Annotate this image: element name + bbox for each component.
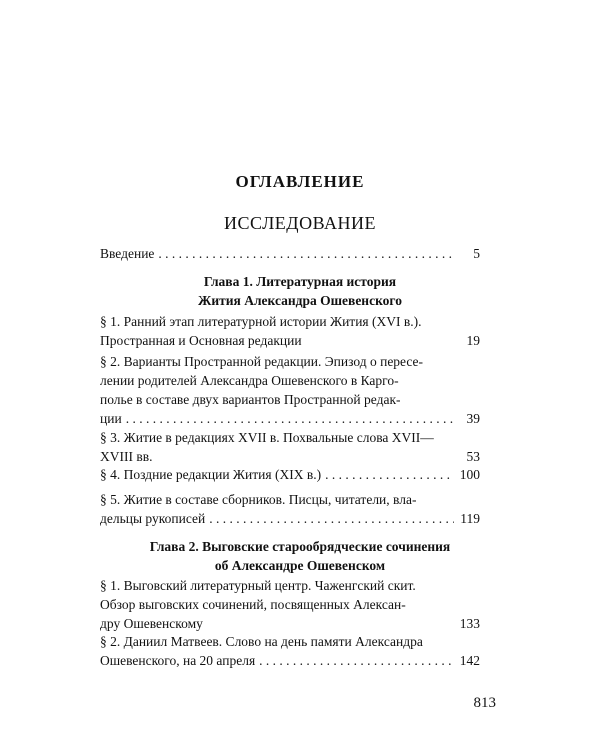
leader-dots: [325, 465, 454, 484]
entry-text: § 1. Ранний этап литературной истории Жития (XVI в.).: [100, 314, 422, 329]
entry-text: § 2. Даниил Матвеев. Слово на день памяти Александра: [100, 634, 423, 649]
chapter-line: Глава 1. Литературная история: [203, 274, 397, 289]
entry-text: Введение: [100, 246, 155, 261]
toc-entry[interactable]: [100, 428, 480, 466]
toc-entry[interactable]: [100, 576, 480, 633]
entry-page: 100: [459, 467, 480, 482]
entry-text: § 4. Поздние редакции Жития (XIX в.): [100, 467, 322, 482]
toc-entry[interactable]: [100, 312, 480, 350]
page-number: 813: [473, 695, 496, 711]
leader-dots: [259, 651, 454, 670]
entry-text: Пространная и Основная редакции: [100, 333, 302, 348]
leader-dots: [126, 409, 454, 428]
entry-page: 133: [459, 616, 480, 631]
entry-text: § 3. Житие в редакциях XVII в. Похвальные слова XVII—: [100, 430, 434, 445]
entry-page: 19: [466, 333, 480, 348]
toc-entry-intro[interactable]: [100, 244, 480, 263]
chapter-line: Глава 2. Выговские старообрядческие сочинения: [149, 539, 451, 554]
entry-text: § 5. Житие в составе сборников. Писцы, читатели, вла-: [100, 492, 417, 507]
entry-page: 142: [459, 653, 480, 668]
toc-entry[interactable]: [100, 352, 480, 428]
chapter-2-heading: [100, 537, 500, 575]
toc-entry[interactable]: [100, 490, 480, 528]
chapter-1-heading: [100, 272, 500, 310]
entry-page: 53: [466, 449, 480, 464]
entry-text: § 2. Варианты Пространной редакции. Эпизод о пересе-: [100, 354, 424, 369]
entry-page: 5: [473, 246, 480, 261]
entry-text: дру Ошевенскому: [100, 616, 203, 631]
entry-text: дельцы рукописей: [100, 511, 206, 526]
leader-dots: [158, 244, 454, 263]
chapter-line: Жития Александра Ошевенского: [198, 293, 402, 308]
entry-text: Обзор выговских сочинений, посвященных Алексан-: [100, 597, 406, 612]
entry-text: Ошевенского, на 20 апреля: [100, 653, 256, 668]
entry-page: 119: [460, 511, 480, 526]
entry-text: лении родителей Александра Ошевенского в Карго-: [100, 373, 399, 388]
entry-text: XVIII вв.: [100, 449, 153, 464]
entry-page: 39: [466, 411, 480, 426]
toc-entry[interactable]: [100, 465, 480, 484]
entry-text: § 1. Выговский литературный центр. Чаженгский скит.: [100, 578, 416, 593]
chapter-line: об Александре Ошевенском: [214, 558, 386, 573]
entry-text: ции: [100, 411, 122, 426]
leader-dots: [209, 509, 454, 528]
section-title: ИССЛЕДОВАНИЕ: [224, 213, 376, 233]
page-title: ОГЛАВЛЕНИЕ: [235, 172, 365, 191]
entry-text: полье в составе двух вариантов Пространной редак-: [100, 392, 401, 407]
toc-entry[interactable]: [100, 632, 480, 670]
